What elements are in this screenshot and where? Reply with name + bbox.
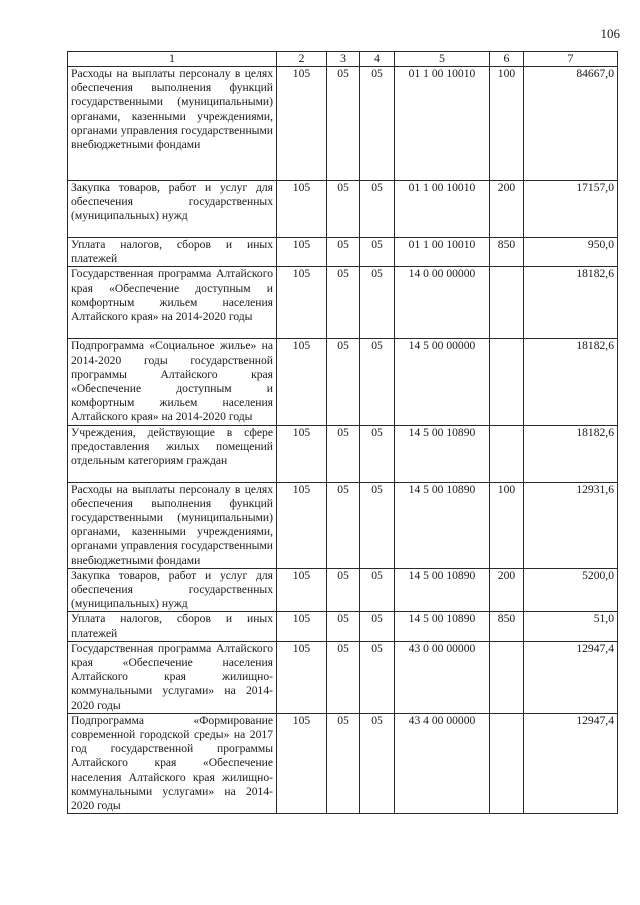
admin-code-cell: 105	[277, 425, 327, 482]
row-name-cell: Уплата налогов, сборов и иных платежей	[68, 238, 277, 267]
amount-cell: 12947,4	[524, 641, 618, 713]
subsection-cell: 05	[360, 181, 395, 238]
amount-cell: 18182,6	[524, 267, 618, 339]
table-row	[68, 482, 618, 568]
row-name-cell: Уплата налогов, сборов и иных платежей	[68, 612, 277, 641]
expense-type-cell: 100	[490, 482, 524, 568]
admin-code-cell: 105	[277, 67, 327, 181]
admin-code-cell: 105	[277, 238, 327, 267]
header-cell: 7	[524, 52, 618, 67]
amount-cell: 18182,6	[524, 425, 618, 482]
target-article-cell: 14 5 00 10890	[395, 482, 490, 568]
subsection-cell: 05	[360, 482, 395, 568]
section-cell: 05	[327, 713, 360, 813]
header-cell: 6	[490, 52, 524, 67]
target-article-cell: 43 4 00 00000	[395, 713, 490, 813]
expense-type-cell	[490, 425, 524, 482]
table-row	[68, 181, 618, 238]
target-article-cell: 14 5 00 10890	[395, 612, 490, 641]
amount-cell: 950,0	[524, 238, 618, 267]
row-name-cell: Государственная программа Алтайского края «Обеспечение доступным и комфортным жильем населения Алтайского края» на 2014-2020 годы	[68, 267, 277, 339]
admin-code-cell: 105	[277, 612, 327, 641]
row-name-cell: Учреждения, действующие в сфере предоставления жилых помещений отдельным категориям граждан	[68, 425, 277, 482]
header-row	[68, 52, 618, 67]
row-name-cell: Расходы на выплаты персоналу в целях обеспечения выполнения функций государственными (муниципальными) органами, казенными учреждениями, органами управления государственными внебюджетными фондами	[68, 67, 277, 181]
target-article-cell: 14 0 00 00000	[395, 267, 490, 339]
table-row	[68, 339, 618, 425]
expense-type-cell	[490, 713, 524, 813]
subsection-cell: 05	[360, 425, 395, 482]
header-cell: 5	[395, 52, 490, 67]
target-article-cell: 14 5 00 10890	[395, 425, 490, 482]
expense-type-cell: 200	[490, 568, 524, 612]
amount-cell: 84667,0	[524, 67, 618, 181]
expense-type-cell: 850	[490, 612, 524, 641]
amount-cell: 5200,0	[524, 568, 618, 612]
admin-code-cell: 105	[277, 181, 327, 238]
table-row	[68, 238, 618, 267]
section-cell: 05	[327, 67, 360, 181]
subsection-cell: 05	[360, 267, 395, 339]
table-row	[68, 67, 618, 181]
target-article-cell: 01 1 00 10010	[395, 238, 490, 267]
admin-code-cell: 105	[277, 641, 327, 713]
target-article-cell: 01 1 00 10010	[395, 67, 490, 181]
page-number: 106	[600, 26, 620, 41]
section-cell: 05	[327, 267, 360, 339]
amount-cell: 17157,0	[524, 181, 618, 238]
section-cell: 05	[327, 482, 360, 568]
section-cell: 05	[327, 612, 360, 641]
table-row	[68, 425, 618, 482]
expense-type-cell	[490, 339, 524, 425]
amount-cell: 18182,6	[524, 339, 618, 425]
section-cell: 05	[327, 181, 360, 238]
table-row	[68, 568, 618, 612]
header-cell: 1	[68, 52, 277, 67]
target-article-cell: 14 5 00 10890	[395, 568, 490, 612]
section-cell: 05	[327, 641, 360, 713]
section-cell: 05	[327, 425, 360, 482]
subsection-cell: 05	[360, 238, 395, 267]
expense-type-cell: 850	[490, 238, 524, 267]
subsection-cell: 05	[360, 713, 395, 813]
table-row	[68, 612, 618, 641]
section-cell: 05	[327, 339, 360, 425]
expense-type-cell: 200	[490, 181, 524, 238]
admin-code-cell: 105	[277, 713, 327, 813]
header-cell: 4	[360, 52, 395, 67]
subsection-cell: 05	[360, 612, 395, 641]
amount-cell: 12947,4	[524, 713, 618, 813]
section-cell: 05	[327, 238, 360, 267]
amount-cell: 12931,6	[524, 482, 618, 568]
section-cell: 05	[327, 568, 360, 612]
target-article-cell: 14 5 00 00000	[395, 339, 490, 425]
subsection-cell: 05	[360, 568, 395, 612]
header-cell: 3	[327, 52, 360, 67]
subsection-cell: 05	[360, 339, 395, 425]
row-name-cell: Расходы на выплаты персоналу в целях обеспечения выполнения функций государственными (муниципальными) органами, казенными учреждениями, органами управления государственными внебюджетными фондами	[68, 482, 277, 568]
header-cell: 2	[277, 52, 327, 67]
table-row	[68, 641, 618, 713]
row-name-cell: Государственная программа Алтайского края «Обеспечение населения Алтайского края жилищно-коммунальными услугами» на 2014-2020 годы	[68, 641, 277, 713]
admin-code-cell: 105	[277, 339, 327, 425]
admin-code-cell: 105	[277, 267, 327, 339]
admin-code-cell: 105	[277, 482, 327, 568]
expense-type-cell	[490, 641, 524, 713]
expense-type-cell	[490, 267, 524, 339]
row-name-cell: Подпрограмма «Социальное жилье» на 2014-2020 годы государственной программы Алтайского края «Обеспечение доступным и комфортным жильем населения Алтайского края» на 2014-2020 годы	[68, 339, 277, 425]
row-name-cell: Закупка товаров, работ и услуг для обеспечения государственных (муниципальных) нужд	[68, 181, 277, 238]
admin-code-cell: 105	[277, 568, 327, 612]
subsection-cell: 05	[360, 67, 395, 181]
budget-table	[67, 51, 618, 814]
row-name-cell: Закупка товаров, работ и услуг для обеспечения государственных (муниципальных) нужд	[68, 568, 277, 612]
subsection-cell: 05	[360, 641, 395, 713]
target-article-cell: 43 0 00 00000	[395, 641, 490, 713]
target-article-cell: 01 1 00 10010	[395, 181, 490, 238]
table-row	[68, 267, 618, 339]
row-name-cell: Подпрограмма «Формирование современной городской среды» на 2017 год государственной программы Алтайского края «Обеспечение населения Алтайского края жилищно-коммунальными услугами» на 2014-2020 годы	[68, 713, 277, 813]
expense-type-cell: 100	[490, 67, 524, 181]
table-row	[68, 713, 618, 813]
amount-cell: 51,0	[524, 612, 618, 641]
